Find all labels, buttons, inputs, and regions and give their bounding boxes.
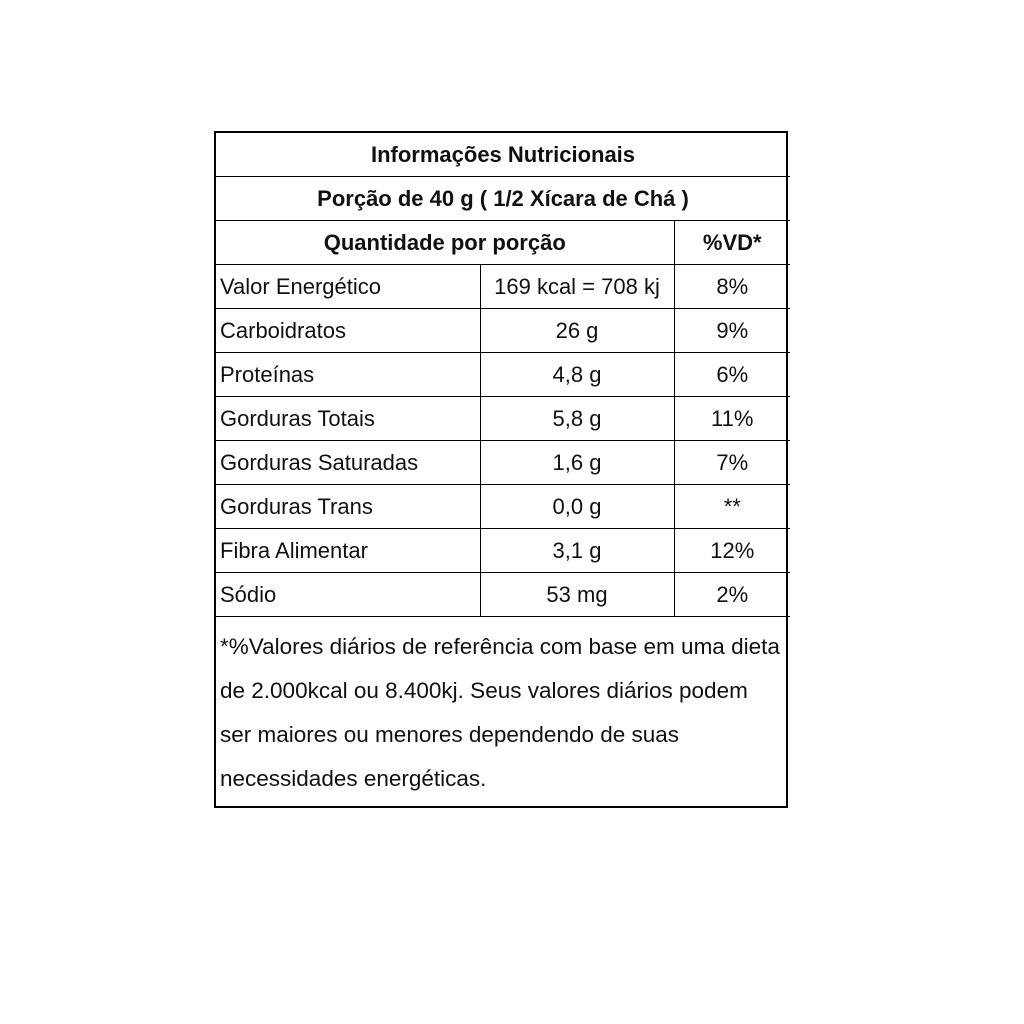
table-title: Informações Nutricionais (216, 133, 790, 177)
nutrient-amount: 4,8 g (480, 353, 674, 397)
nutrient-vd: 12% (674, 529, 790, 573)
nutrient-amount: 169 kcal = 708 kj (480, 265, 674, 309)
nutrient-name: Sódio (216, 573, 480, 617)
footnote: *%Valores diários de referência com base em uma dieta de 2.000kcal ou 8.400kj. Seus valores diários podem ser maiores ou menores dependendo de suas necessidades energéticas. (220, 634, 780, 791)
nutrition-table (216, 133, 790, 617)
table-row (216, 397, 790, 441)
portion-size: Porção de 40 g ( 1/2 Xícara de Chá ) (216, 177, 790, 221)
nutrient-amount: 0,0 g (480, 485, 674, 529)
table-row (216, 265, 790, 309)
title-row (216, 133, 790, 177)
table-row (216, 573, 790, 617)
nutrient-name: Carboidratos (216, 309, 480, 353)
table-row (216, 529, 790, 573)
nutrient-amount: 53 mg (480, 573, 674, 617)
quantity-header: Quantidade por porção (216, 221, 674, 265)
nutrient-amount: 26 g (480, 309, 674, 353)
nutrient-name: Gorduras Totais (216, 397, 480, 441)
nutrient-vd: 2% (674, 573, 790, 617)
nutrient-vd: 9% (674, 309, 790, 353)
nutrient-vd: ** (674, 485, 790, 529)
nutrient-vd: 8% (674, 265, 790, 309)
table-row (216, 485, 790, 529)
nutrient-name: Gorduras Saturadas (216, 441, 480, 485)
nutrient-name: Valor Energético (216, 265, 480, 309)
vd-header: %VD* (674, 221, 790, 265)
nutrient-name: Gorduras Trans (216, 485, 480, 529)
nutrient-name: Proteínas (216, 353, 480, 397)
table-row (216, 309, 790, 353)
nutrient-vd: 11% (674, 397, 790, 441)
portion-row (216, 177, 790, 221)
nutrient-amount: 1,6 g (480, 441, 674, 485)
nutrient-vd: 6% (674, 353, 790, 397)
column-header-row (216, 221, 790, 265)
nutrient-amount: 3,1 g (480, 529, 674, 573)
table-row (216, 353, 790, 397)
table-row (216, 441, 790, 485)
nutrient-name: Fibra Alimentar (216, 529, 480, 573)
nutrient-vd: 7% (674, 441, 790, 485)
nutrient-amount: 5,8 g (480, 397, 674, 441)
nutrition-facts-panel (214, 131, 788, 808)
